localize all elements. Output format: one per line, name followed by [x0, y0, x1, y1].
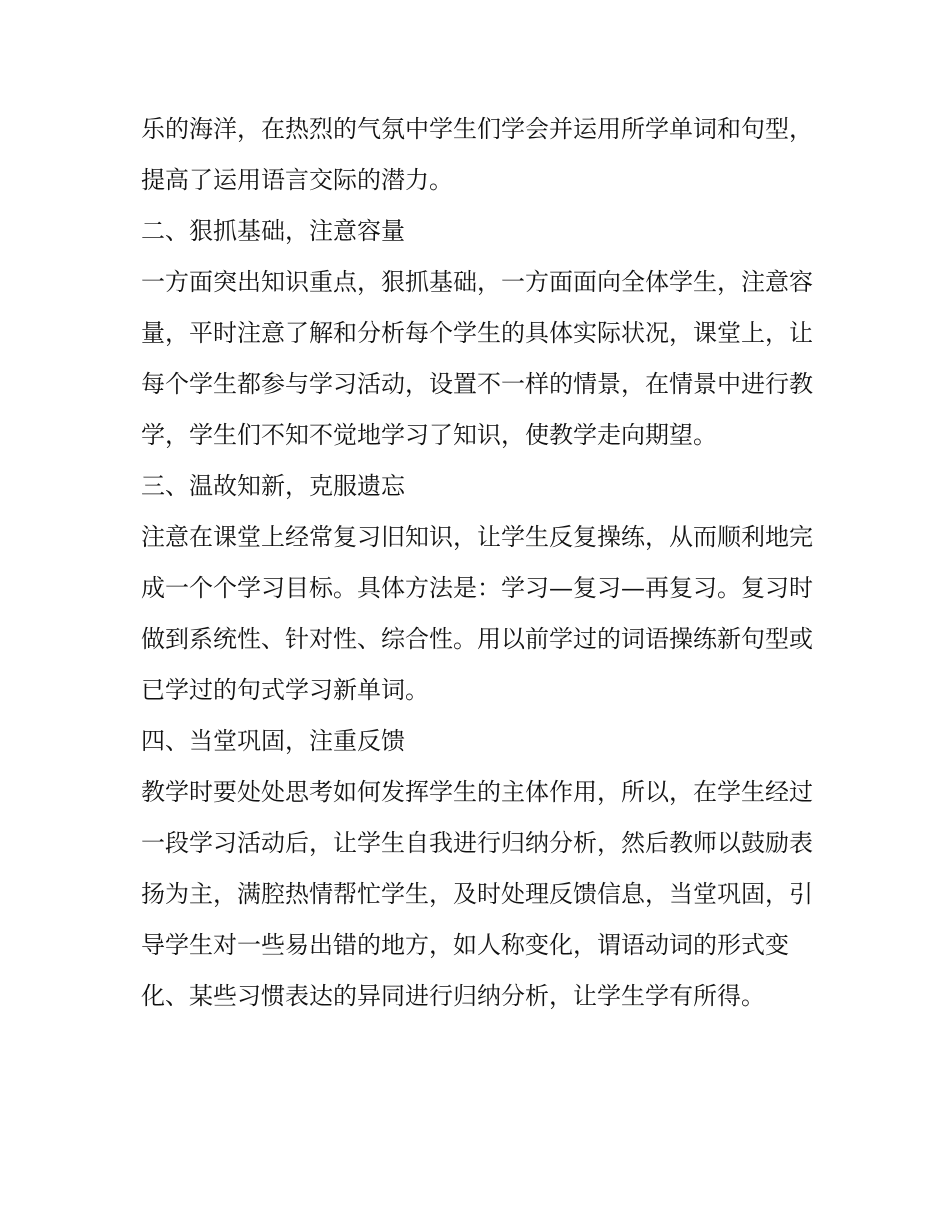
paragraph-continued: 乐的海洋，在热烈的气氛中学生们学会并运用所学单词和句型，提高了运用语言交际的潜力。 — [141, 115, 813, 194]
section-body-3: 注意在课堂上经常复习旧知识，让学生反复操练，从而顺利地完成一个个学习目标。具体方法是：学习—复习—再复习。复习时做到系统性、针对性、综合性。用以前学过的词语操练新句型或已学过的句式学习新单词。 — [141, 523, 813, 704]
section-body-4: 教学时要处处思考如何发挥学生的主体作用，所以，在学生经过一段学习活动后，让学生自我进行归纳分析，然后教师以鼓励表扬为主，满腔热情帮忙学生，及时处理反馈信息，当堂巩固，引导学生对一些易出错的地方，如人称变化，谓语动词的形式变化、某些习惯表达的异同进行归纳分析，让学生学有所得。 — [141, 778, 813, 1010]
section-heading-3: 三、温故知新，克服遗忘 — [141, 472, 405, 500]
section-heading-2: 二、狠抓基础，注意容量 — [141, 217, 405, 245]
section-body-2: 一方面突出知识重点，狠抓基础，一方面面向全体学生，注意容量，平时注意了解和分析每个学生的具体实际状况，课堂上，让每个学生都参与学习活动，设置不一样的情景，在情景中进行教学，学生们不知不觉地学习了知识，使教学走向期望。 — [141, 268, 813, 449]
document-body — [141, 104, 821, 1022]
section-heading-4: 四、当堂巩固，注重反馈 — [141, 727, 405, 755]
